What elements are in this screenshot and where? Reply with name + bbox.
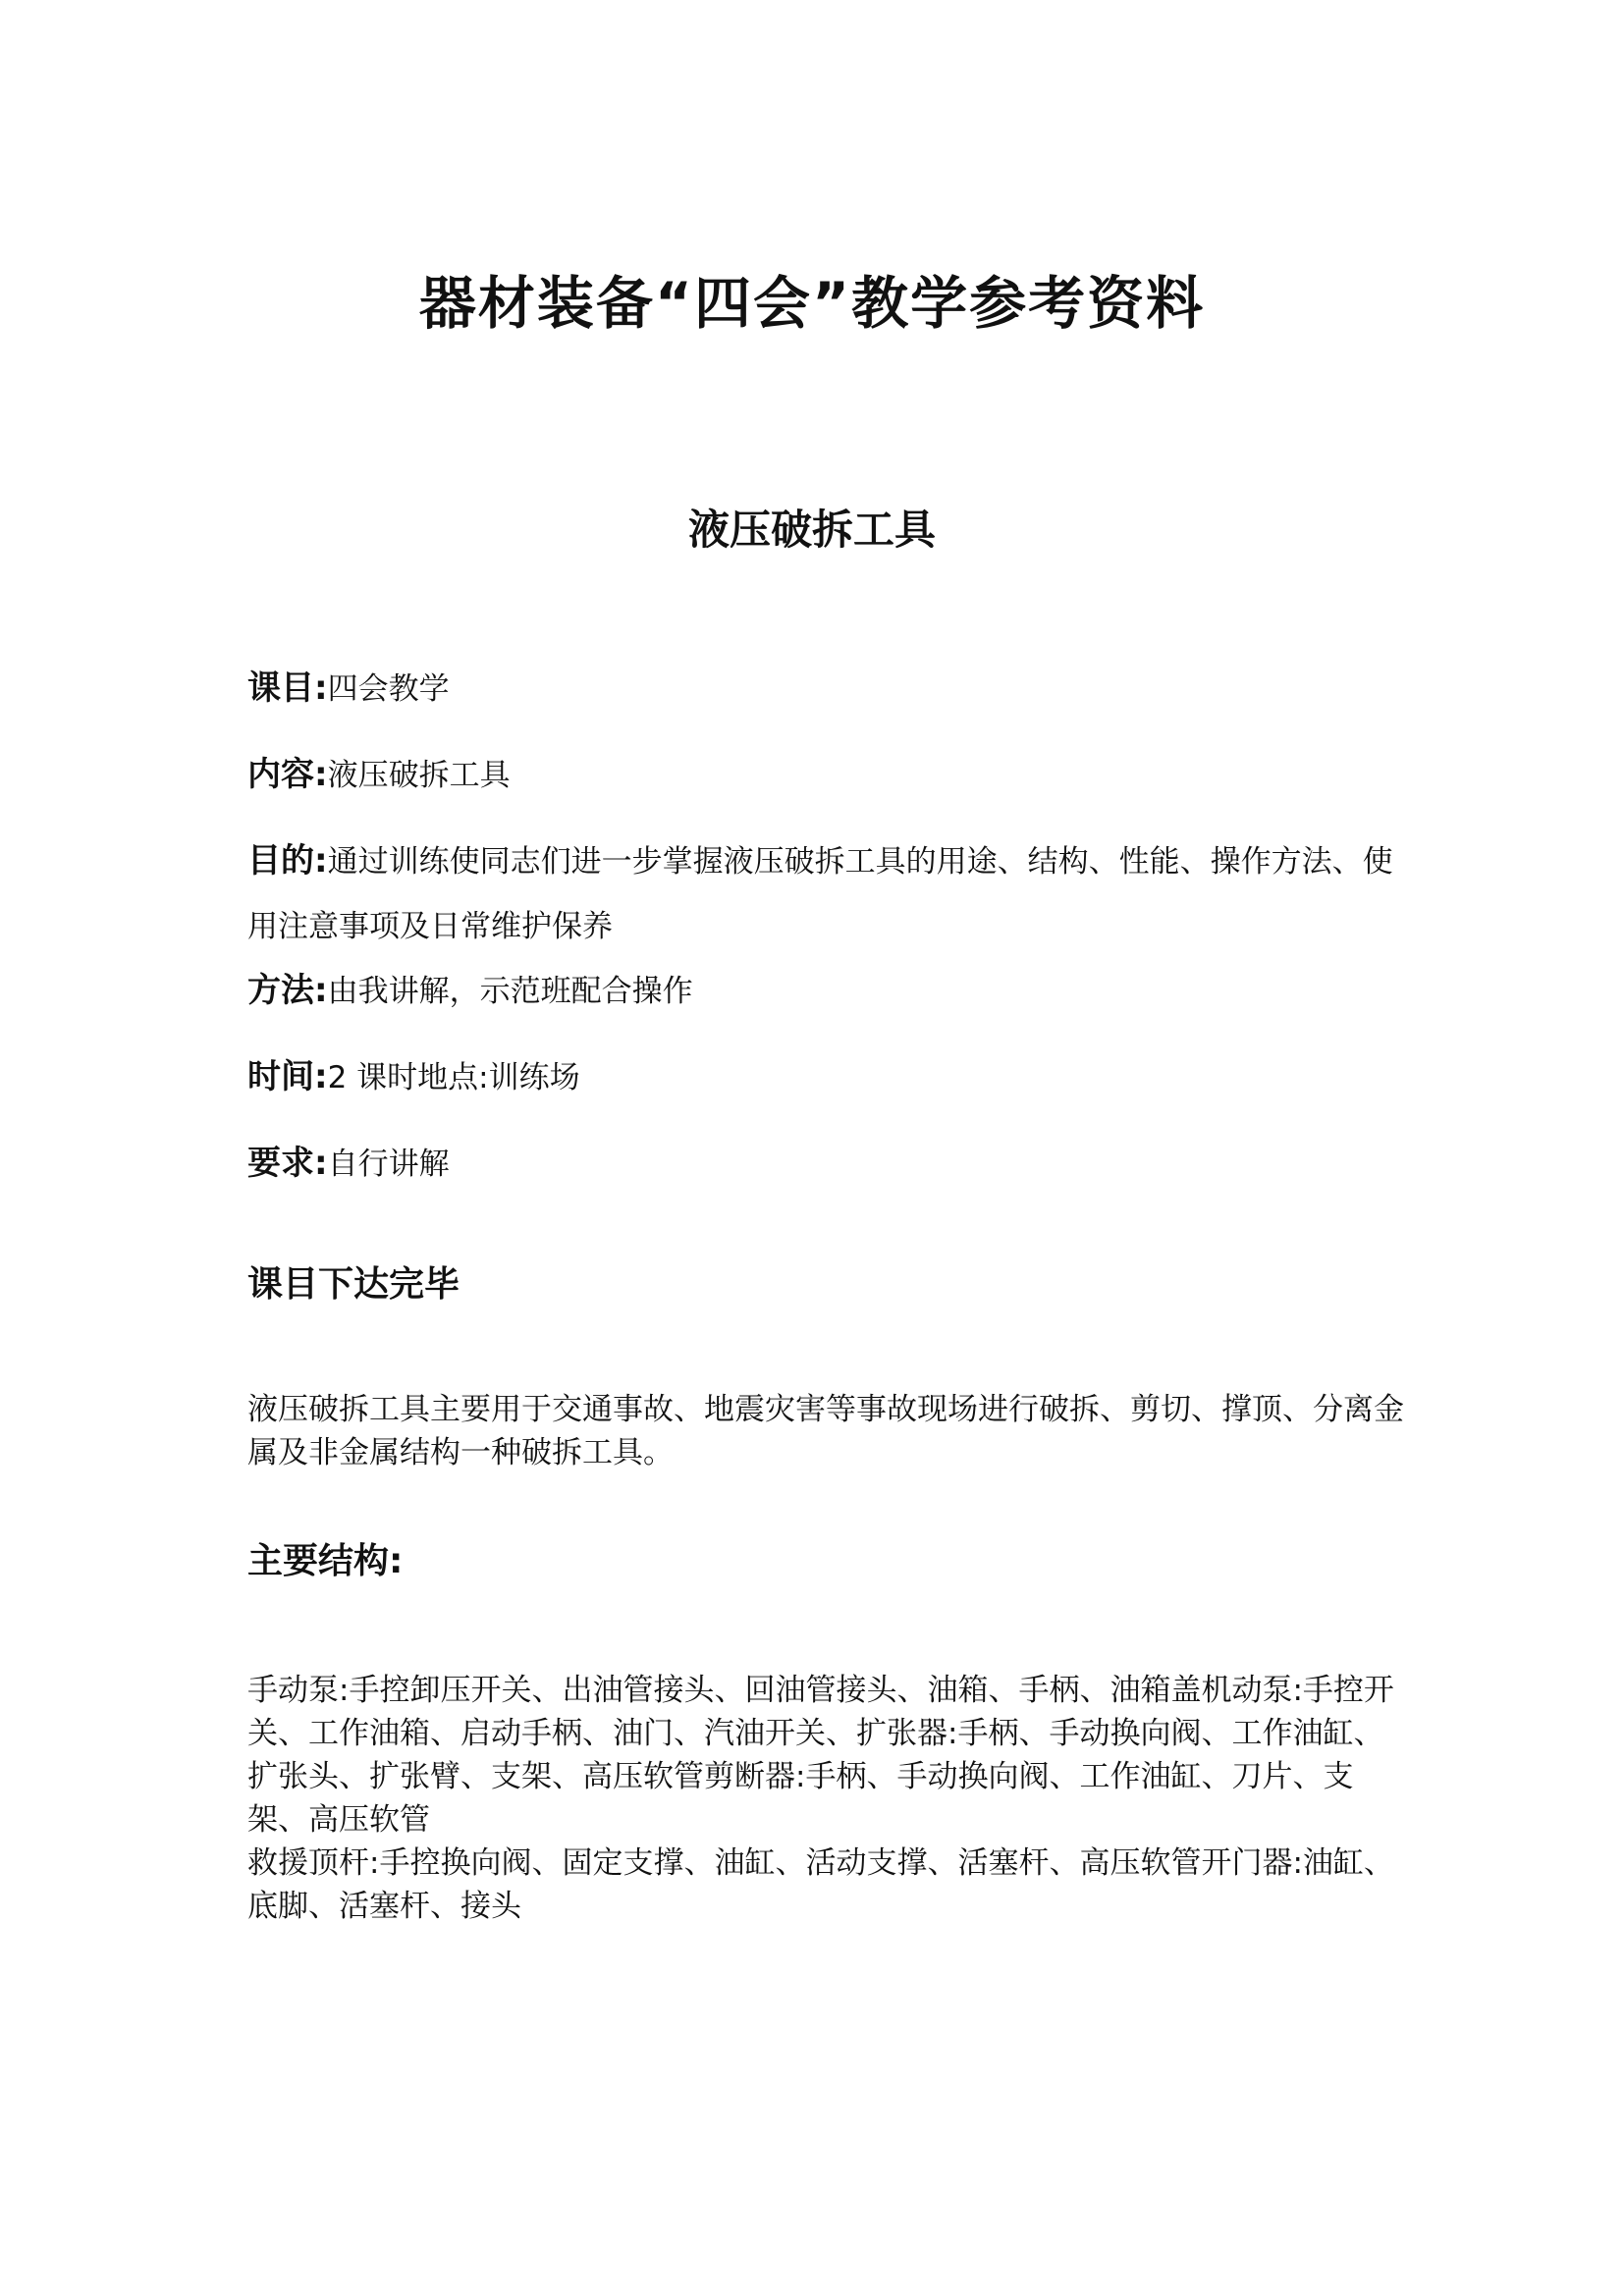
field-content-label: 内容: xyxy=(247,755,328,794)
field-purpose xyxy=(247,828,1406,959)
field-time-value: 2 课时地点:训练场 xyxy=(327,1060,580,1095)
field-content xyxy=(247,742,1406,808)
field-method-label: 方法: xyxy=(247,971,328,1010)
field-requirement-value: 自行讲解 xyxy=(327,1147,450,1182)
structure-paragraph-2: 救援顶杆:手控换向阀、固定支撑、油缸、活动支撑、活塞杆、高压软管开门器:油缸、底脚、活塞杆、接头 xyxy=(247,1845,1394,1924)
field-time xyxy=(247,1044,1406,1110)
field-requirement-label: 要求: xyxy=(247,1144,328,1183)
field-requirement xyxy=(247,1131,1406,1197)
field-time-label: 时间: xyxy=(247,1057,328,1096)
field-subject-label: 课目: xyxy=(247,668,328,708)
field-purpose-value: 通过训练使同志们进一步掌握液压破拆工具的用途、结构、性能、操作方法、使用注意事项及日常维护保养 xyxy=(247,844,1393,944)
issued-heading: 课目下达完毕 xyxy=(247,1264,460,1305)
structure-heading: 主要结构: xyxy=(247,1541,404,1581)
field-content-value: 液压破拆工具 xyxy=(327,758,511,793)
structure-paragraph-1: 手动泵:手控卸压开关、出油管接头、回油管接头、油箱、手柄、油箱盖机动泵:手控开关、工作油箱、启动手柄、油门、汽油开关、扩张器:手柄、手动换向阀、工作油缸、扩张头、扩张臂、支架、高压软管剪断器:手柄、手动换向阀、工作油缸、刀片、支架、高压软管 xyxy=(247,1673,1394,1838)
field-method xyxy=(247,958,1406,1024)
field-method-value: 由我讲解，示范班配合操作 xyxy=(327,974,693,1009)
intro-paragraph: 液压破拆工具主要用于交通事故、地震灾害等事故现场进行破拆、剪切、撑顶、分离金属及非金属结构一种破拆工具。 xyxy=(247,1392,1404,1470)
document-subtitle: 液压破拆工具 xyxy=(687,506,936,554)
field-subject-value: 四会教学 xyxy=(327,671,450,707)
field-purpose-label: 目的: xyxy=(247,841,328,881)
field-subject xyxy=(247,656,1406,721)
document-title: 器材装备“四会”教学参考资料 xyxy=(418,270,1206,337)
